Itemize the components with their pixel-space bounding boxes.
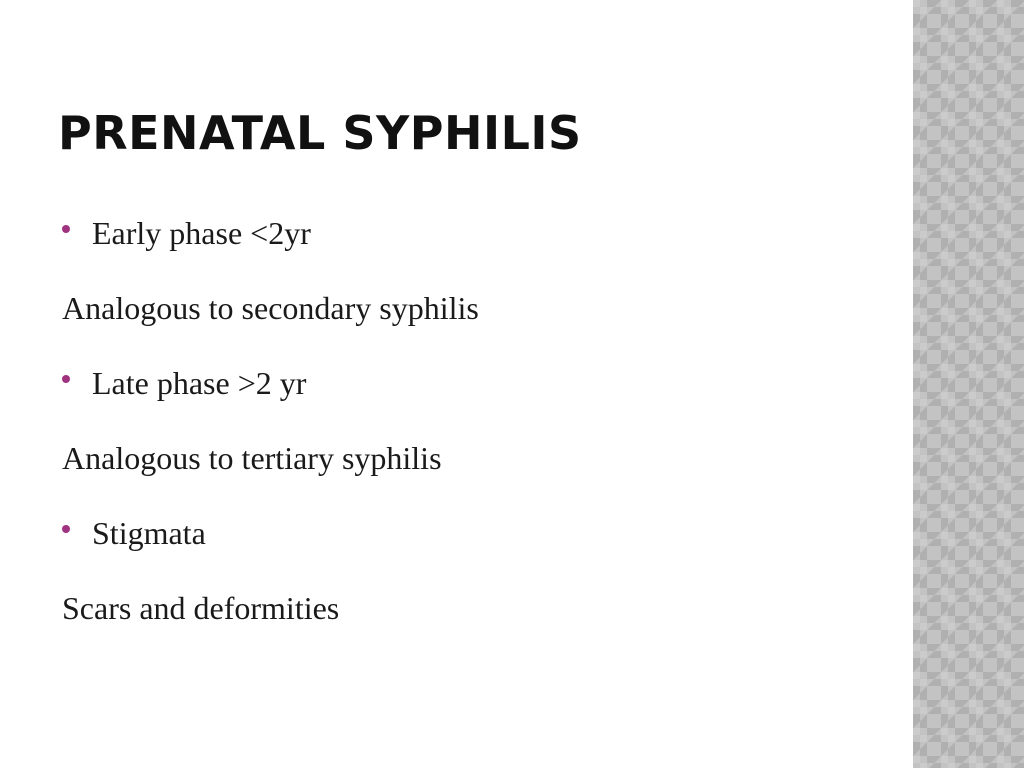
body-text: Analogous to secondary syphilis	[62, 290, 479, 326]
slide-title: PRENATAL SYPHILIS	[58, 106, 582, 160]
bullet-text: Early phase <2yr	[92, 215, 311, 251]
bullet-item	[62, 508, 882, 583]
bullet-text: Late phase >2 yr	[92, 365, 307, 401]
bullet-icon	[62, 375, 70, 383]
body-text-line	[62, 283, 882, 358]
bullet-icon	[62, 525, 70, 533]
decorative-side-panel	[913, 0, 1024, 768]
body-text: Analogous to tertiary syphilis	[62, 440, 442, 476]
bullet-icon	[62, 225, 70, 233]
bullet-item	[62, 208, 882, 283]
bullet-text: Stigmata	[92, 515, 206, 551]
body-text-line	[62, 583, 882, 658]
body-text: Scars and deformities	[62, 590, 340, 626]
bullet-item	[62, 358, 882, 433]
slide-body	[62, 208, 882, 658]
body-text-line	[62, 433, 882, 508]
